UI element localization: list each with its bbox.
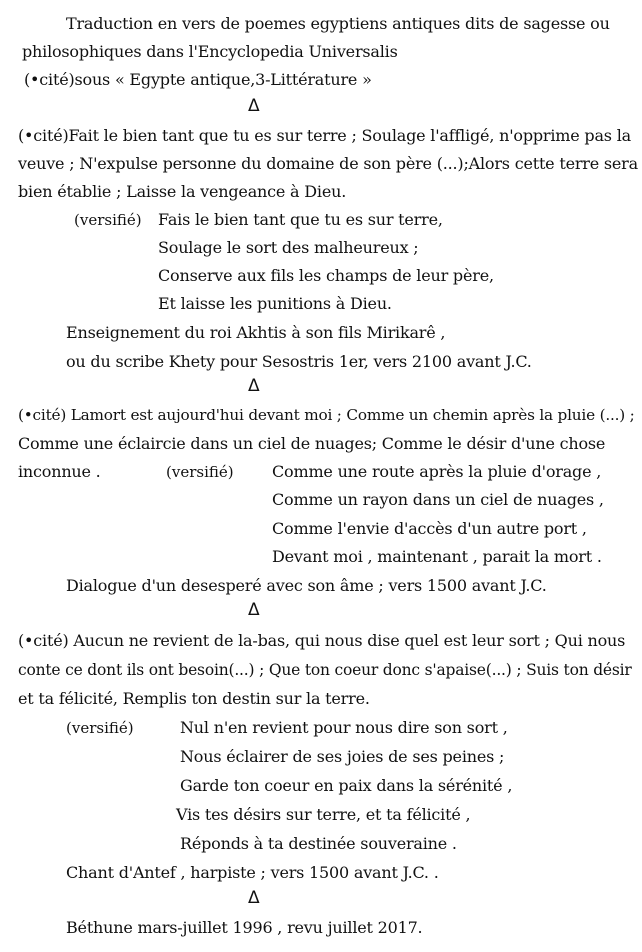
poem2-cited-line-2: Comme une éclaircie dans un ciel de nuages; Comme le désir d'une chose [18, 434, 606, 453]
intro-line-3: (•cité)sous « Egypte antique,3-Littérature » [24, 70, 372, 89]
intro-line-1: Traduction en vers de poemes egyptiens antiques dits de sagesse ou [66, 14, 610, 33]
separator-triangle-2: Δ [248, 376, 260, 396]
poem3-cited-line-1: (•cité) Aucun ne revient de la-bas, qui nous dise quel est leur sort ; Qui nous [18, 631, 626, 650]
poem1-verse-line-3: Conserve aux fils les champs de leur père, [158, 266, 494, 285]
poem3-verse-line-2: Nous éclairer de ses joies de ses peines ; [180, 747, 505, 766]
separator-triangle-3: Δ [248, 600, 260, 620]
poem1-attribution-line-2: ou du scribe Khety pour Sesostris 1er, vers 2100 avant J.C. [66, 352, 532, 371]
poem2-verse-line-3: Comme l'envie d'accès d'un autre port , [272, 519, 587, 538]
poem3-verse-line-5: Réponds à ta destinée souveraine . [180, 834, 457, 853]
poem3-cited-line-3: et ta félicité, Remplis ton destin sur la terre. [18, 689, 370, 708]
poem1-cited-line-2: veuve ; N'expulse personne du domaine de son père (...);Alors cette terre sera [18, 154, 638, 173]
poem2-verse-line-4: Devant moi , maintenant , parait la mort . [272, 547, 602, 566]
poem2-cited-line-3: inconnue . [18, 462, 101, 481]
poem3-verse-line-1: Nul n'en revient pour nous dire son sort , [180, 718, 508, 737]
poem3-versified-label: (versifié) [66, 719, 134, 737]
poem1-attribution-line-1: Enseignement du roi Akhtis à son fils Mirikarê , [66, 323, 446, 342]
poem2-versified-label: (versifié) [166, 463, 234, 481]
poem1-verse-line-1: Fais le bien tant que tu es sur terre, [158, 210, 443, 229]
poem1-verse-line-2: Soulage le sort des malheureux ; [158, 238, 419, 257]
signature-date: Béthune mars-juillet 1996 , revu juillet 2017. [66, 918, 423, 937]
poem2-verse-line-2: Comme un rayon dans un ciel de nuages , [272, 490, 604, 509]
poem1-verse-line-4: Et laisse les punitions à Dieu. [158, 294, 392, 313]
poem2-attribution: Dialogue d'un desesperé avec son âme ; vers 1500 avant J.C. [66, 576, 547, 595]
separator-triangle-4: Δ [248, 888, 260, 908]
poem1-versified-label: (versifié) [74, 211, 142, 229]
poem1-cited-line-3: bien établie ; Laisse la vengeance à Dieu. [18, 182, 347, 201]
intro-line-2: philosophiques dans l'Encyclopedia Universalis [22, 42, 398, 61]
poem2-cited-line-1: (•cité) Lamort est aujourd'hui devant moi ; Comme un chemin après la pluie (...) ; [18, 406, 635, 424]
poem3-cited-line-2: conte ce dont ils ont besoin(...) ; Que ton coeur donc s'apaise(...) ; Suis ton désir [18, 661, 632, 679]
poem3-verse-line-3: Garde ton coeur en paix dans la sérénité , [180, 776, 513, 795]
poem3-attribution: Chant d'Antef , harpiste ; vers 1500 avant J.C. . [66, 863, 439, 882]
separator-triangle-1: Δ [248, 96, 260, 116]
poem1-cited-line-1: (•cité)Fait le bien tant que tu es sur terre ; Soulage l'affligé, n'opprime pas la [18, 126, 631, 145]
poem2-verse-line-1: Comme une route après la pluie d'orage , [272, 462, 602, 481]
poem3-verse-line-4: Vis tes désirs sur terre, et ta félicité , [176, 805, 471, 824]
